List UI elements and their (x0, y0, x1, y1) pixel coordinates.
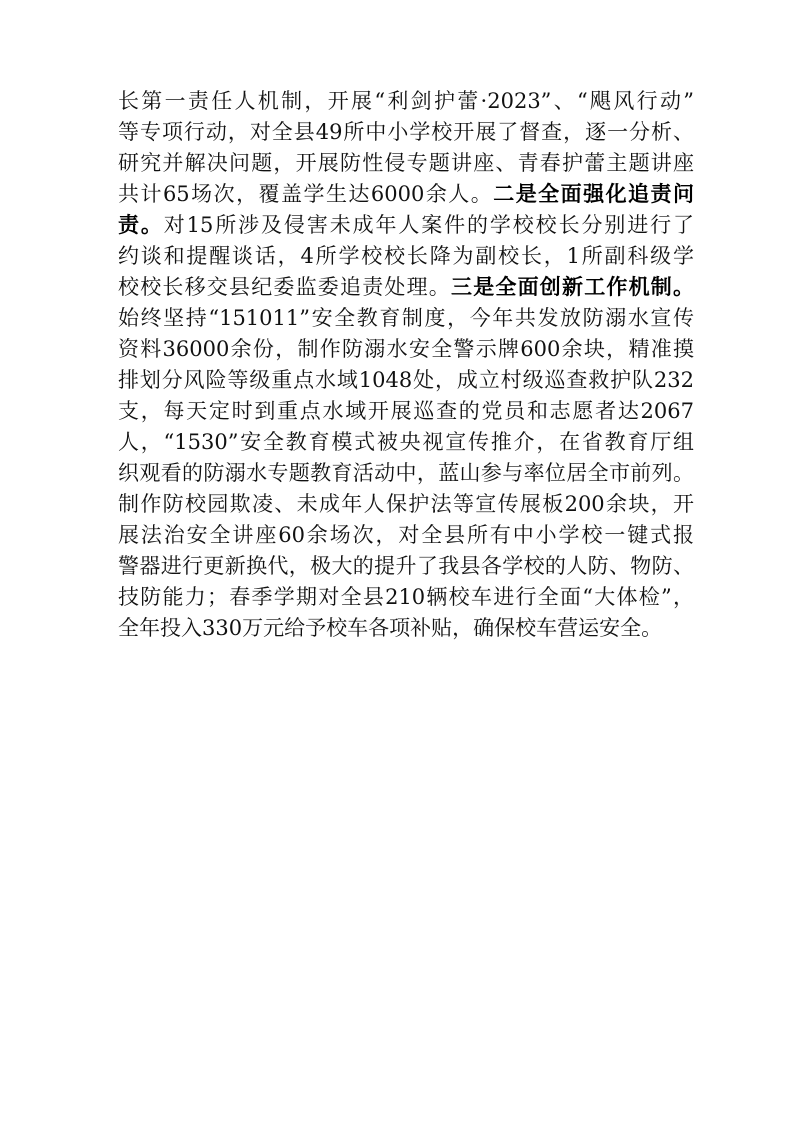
text-run: 校校长移交县纪委监委追责处理。 (118, 275, 451, 299)
text-line: 等专项行动，对全县49所中小学校开展了督查，逐一分析、 (118, 120, 694, 144)
text-line: 织观看的防溺水专题教育活动中，蓝山参与率位居全市前列。 (118, 461, 694, 485)
text-line: 人，“1530”安全教育模式被央视宣传推介，在省教育厅组 (118, 430, 694, 454)
body-paragraph (118, 86, 694, 644)
text-line: 技防能力；春季学期对全县210辆校车进行全面“大体检”， (118, 585, 694, 609)
text-line: 长第一责任人机制，开展“利剑护蕾·2023”、“飓风行动” (118, 89, 694, 113)
text-line: 全年投入330万元给予校车各项补贴，确保校车营运安全。 (118, 616, 663, 640)
bold-heading-run: 二是全面强化追责问 (493, 182, 694, 206)
text-line: 资料36000余份，制作防溺水安全警示牌600余块，精准摸 (118, 337, 694, 361)
text-line (118, 179, 694, 210)
text-line: 研究并解决问题，开展防性侵专题讲座、青春护蕾主题讲座 (118, 151, 694, 175)
text-line (118, 210, 694, 241)
bold-heading-run: 三是全面创新工作机制。 (451, 275, 694, 299)
text-line: 展法治安全讲座60余场次，对全县所有中小学校一键式报 (118, 523, 694, 547)
text-line: 始终坚持“151011”安全教育制度，今年共发放防溺水宣传 (118, 306, 694, 330)
text-line: 警器进行更新换代，极大的提升了我县各学校的人防、物防、 (118, 554, 694, 578)
text-run: 共计65场次，覆盖学生达6000余人。 (118, 182, 494, 206)
text-line: 约谈和提醒谈话，4所学校校长降为副校长，1所副科级学 (118, 244, 694, 268)
text-line (118, 272, 694, 303)
text-line: 制作防校园欺凌、未成年人保护法等宣传展板200余块，开 (118, 492, 694, 516)
text-run: 对15所涉及侵害未成年人案件的学校校长分别进行了 (163, 213, 694, 237)
bold-heading-run: 责。 (118, 213, 164, 237)
text-line: 排划分风险等级重点水域1048处，成立村级巡查救护队232 (118, 368, 694, 392)
text-line: 支，每天定时到重点水域开展巡查的党员和志愿者达2067 (118, 399, 694, 423)
